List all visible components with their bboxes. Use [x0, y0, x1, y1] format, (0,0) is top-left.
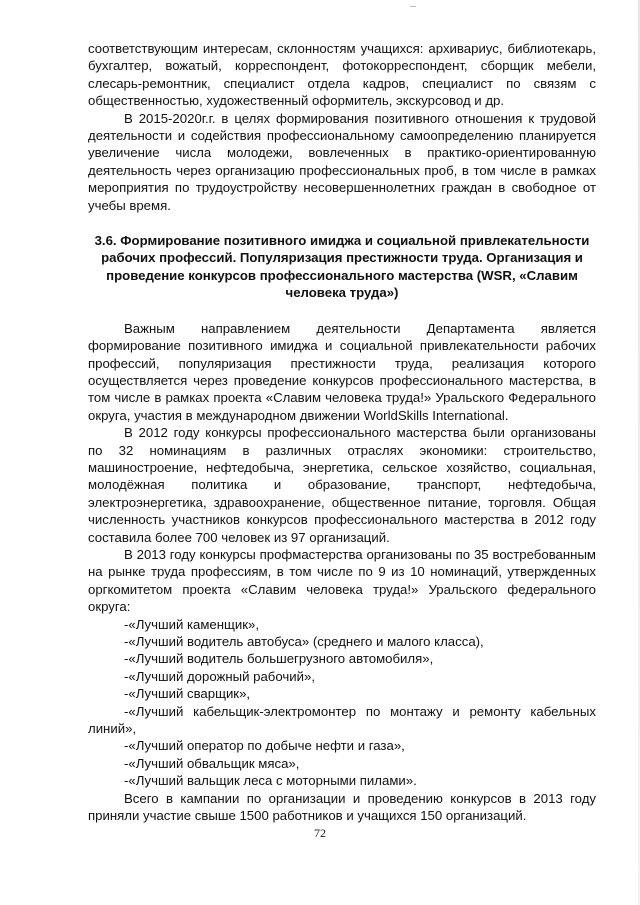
document-page: [88, 40, 596, 824]
list-item: -«Лучший кабельщик-электромонтер по монтажу и ремонту кабельных линий»,: [88, 703, 596, 737]
paragraph-contests-2012: В 2012 году конкурсы профессионального мастерства были организованы по 32 номинациям в различных отраслях экономики: строительство, машиностроение, нефтедобыча, энергетика, сельское хозяйство, социальная, молодёжная политика и образование, транспорт, нефтедобыча, электроэнергетика, здравоохранение, общественное питание, торговля. Общая численность участников конкурсов профессионального мастерства в 2012 году составила более 700 человек из 97 организаций.: [88, 425, 596, 545]
list-item: -«Лучший оператор по добыче нефти и газа»,: [124, 738, 405, 754]
paragraph-participants-total: Всего в кампании по организации и проведению конкурсов в 2013 году приняли участие свыше 1500 работников и учащихся 150 организаций.: [88, 790, 596, 824]
list-item: -«Лучший каменщик»,: [124, 616, 260, 632]
page-number: 72: [314, 826, 326, 840]
nominations-list: [88, 616, 596, 790]
scan-artifact: [410, 6, 416, 7]
list-item: -«Лучший обвальщик мяса»,: [124, 755, 300, 771]
paragraph-plans-2015-2020: В 2015-2020г.г. в целях формирования позитивного отношения к трудовой деятельности и содействия профессиональному самоопределению планируется увеличение числа молодежи, вовлеченных в практико-ориентированную деятельность через организацию профессиональных проб, в том числе в рамках мероприятия по трудоустройству несовершеннолетних граждан в свободное от учебы время.: [88, 110, 596, 213]
paragraph-contests-2013: В 2013 году конкурсы профмастерства организованы по 35 востребованным на рынке труда профессиям, в том числе по 9 из 10 номинаций, утвержденных оргкомитетом проекта «Славим человека труда!» Уральского федерального округа:: [88, 546, 596, 615]
list-item: -«Лучший водитель большегрузного автомобиля»,: [124, 651, 434, 667]
list-item: -«Лучший вальщик леса с моторными пилами».: [124, 773, 417, 789]
list-item: -«Лучший водитель автобуса» (среднего и малого класса),: [124, 634, 484, 649]
list-item: -«Лучший сварщик»,: [124, 686, 251, 702]
heading-spacer: [88, 302, 596, 320]
list-item: -«Лучший дорожный рабочий»,: [124, 668, 315, 684]
paragraph-department-direction: Важным направлением деятельности Департамента является формирование позитивного имиджа и социальной привлекательности рабочих профессий, популяризация престижности труда, реализация которого осуществляется через проведение конкурсов профессионального мастерства, в том числе в рамках проекта «Славим человека труда!» Уральского Федерального округа, участия в международном движении WorldSkills International.: [88, 320, 596, 423]
paragraph-professions-list: соответствующим интересам, склонностям учащихся: архивариус, библиотекарь, бухгалтер, вожатый, корреспондент, фотокорреспондент, сборщик мебели, слесарь-ремонтник, специалист отдела кадров, специалист по связям с общественностью, художественный оформитель, экскурсовод и др.: [88, 41, 596, 109]
section-heading-3-6: 3.6. Формирование позитивного имиджа и социальной привлекательности рабочих профессий. Популяризация престижности труда. Организация и проведение конкурсов профессионального мастерства (WSR, «Славим человека труда»): [94, 233, 590, 301]
